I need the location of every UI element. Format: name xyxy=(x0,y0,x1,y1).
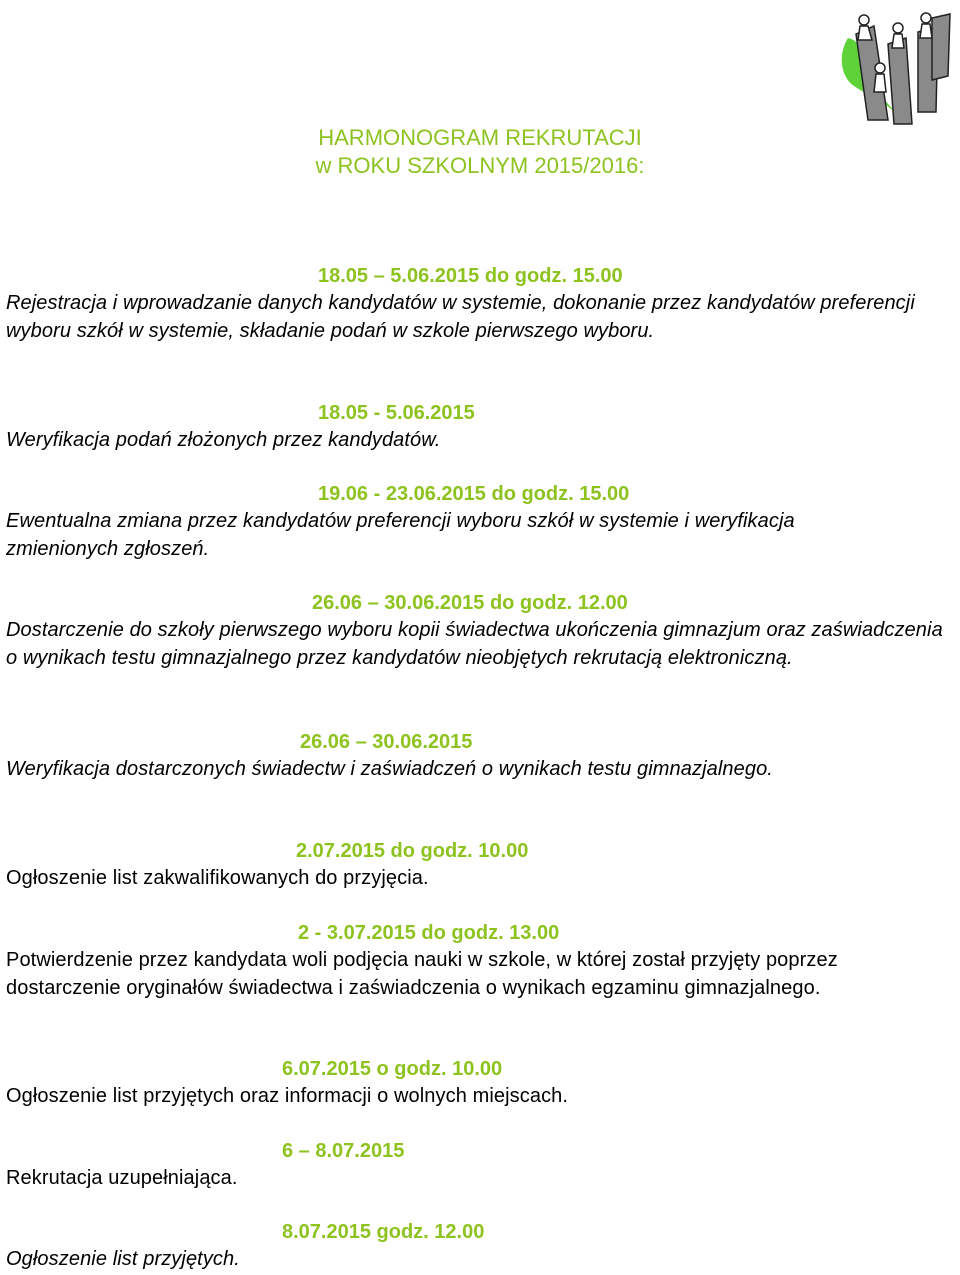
entry-description: Ewentualna zmiana przez kandydatów preferencji wyboru szkół w systemie i weryfikacja zmienionych zgłoszeń. xyxy=(6,510,795,560)
entry-description: Dostarczenie do szkoły pierwszego wyboru kopii świadectwa ukończenia gimnazjum oraz zaświadczenia o wynikach testu gimnazjalnego przez kandydatów nieobjętych rekrutacją elektroniczną. xyxy=(6,619,943,669)
entry-date: 6 – 8.07.2015 xyxy=(282,1140,405,1162)
entry-description: Weryfikacja podań złożonych przez kandydatów. xyxy=(6,429,441,451)
entry-description: Ogłoszenie list przyjętych oraz informacji o wolnych miejscach. xyxy=(6,1085,569,1107)
entry-date: 19.06 - 23.06.2015 do godz. 15.00 xyxy=(318,483,630,505)
title-line-1: HARMONOGRAM REKRUTACJI xyxy=(318,125,642,150)
entry-description: Rejestracja i wprowadzanie danych kandydatów w systemie, dokonanie przez kandydatów preferencji wyboru szkół w systemie, składanie podań w szkole pierwszego wyboru. xyxy=(6,292,915,342)
title-line-2: w ROKU SZKOLNYM 2015/2016: xyxy=(315,153,645,178)
schedule-entry xyxy=(6,729,956,783)
entry-description: Ogłoszenie list przyjętych. xyxy=(6,1248,240,1270)
schedule-entry xyxy=(6,590,956,672)
entry-date: 26.06 – 30.06.2015 xyxy=(300,731,473,753)
entry-date: 26.06 – 30.06.2015 do godz. 12.00 xyxy=(312,592,628,614)
schedule-entry xyxy=(6,920,956,1002)
people-on-arrows-logo xyxy=(834,4,954,132)
schedule-entry xyxy=(6,481,956,563)
document-title xyxy=(0,124,960,180)
entry-date: 18.05 - 5.06.2015 xyxy=(318,402,475,424)
entry-date: 2 - 3.07.2015 do godz. 13.00 xyxy=(298,922,560,944)
schedule-entry xyxy=(6,1056,956,1110)
entry-description: Ogłoszenie list zakwalifikowanych do przyjęcia. xyxy=(6,867,429,889)
schedule-entry xyxy=(6,400,956,454)
entry-date: 6.07.2015 o godz. 10.00 xyxy=(282,1058,503,1080)
schedule-entry xyxy=(6,838,956,892)
schedule-entry xyxy=(6,1219,956,1273)
entry-description: Weryfikacja dostarczonych świadectw i zaświadczeń o wynikach testu gimnazjalnego. xyxy=(6,758,773,780)
entry-date: 2.07.2015 do godz. 10.00 xyxy=(296,840,529,862)
entry-date: 18.05 – 5.06.2015 do godz. 15.00 xyxy=(318,265,623,287)
entry-description: Potwierdzenie przez kandydata woli podjęcia nauki w szkole, w której został przyjęty poprzez dostarczenie oryginałów świadectwa i zaświadczenia o wynikach egzaminu gimnazjalnego. xyxy=(6,949,838,999)
schedule-entry xyxy=(6,1138,956,1192)
entry-date: 8.07.2015 godz. 12.00 xyxy=(282,1221,485,1243)
schedule-entry xyxy=(6,263,956,345)
entry-description: Rekrutacja uzupełniająca. xyxy=(6,1167,238,1189)
